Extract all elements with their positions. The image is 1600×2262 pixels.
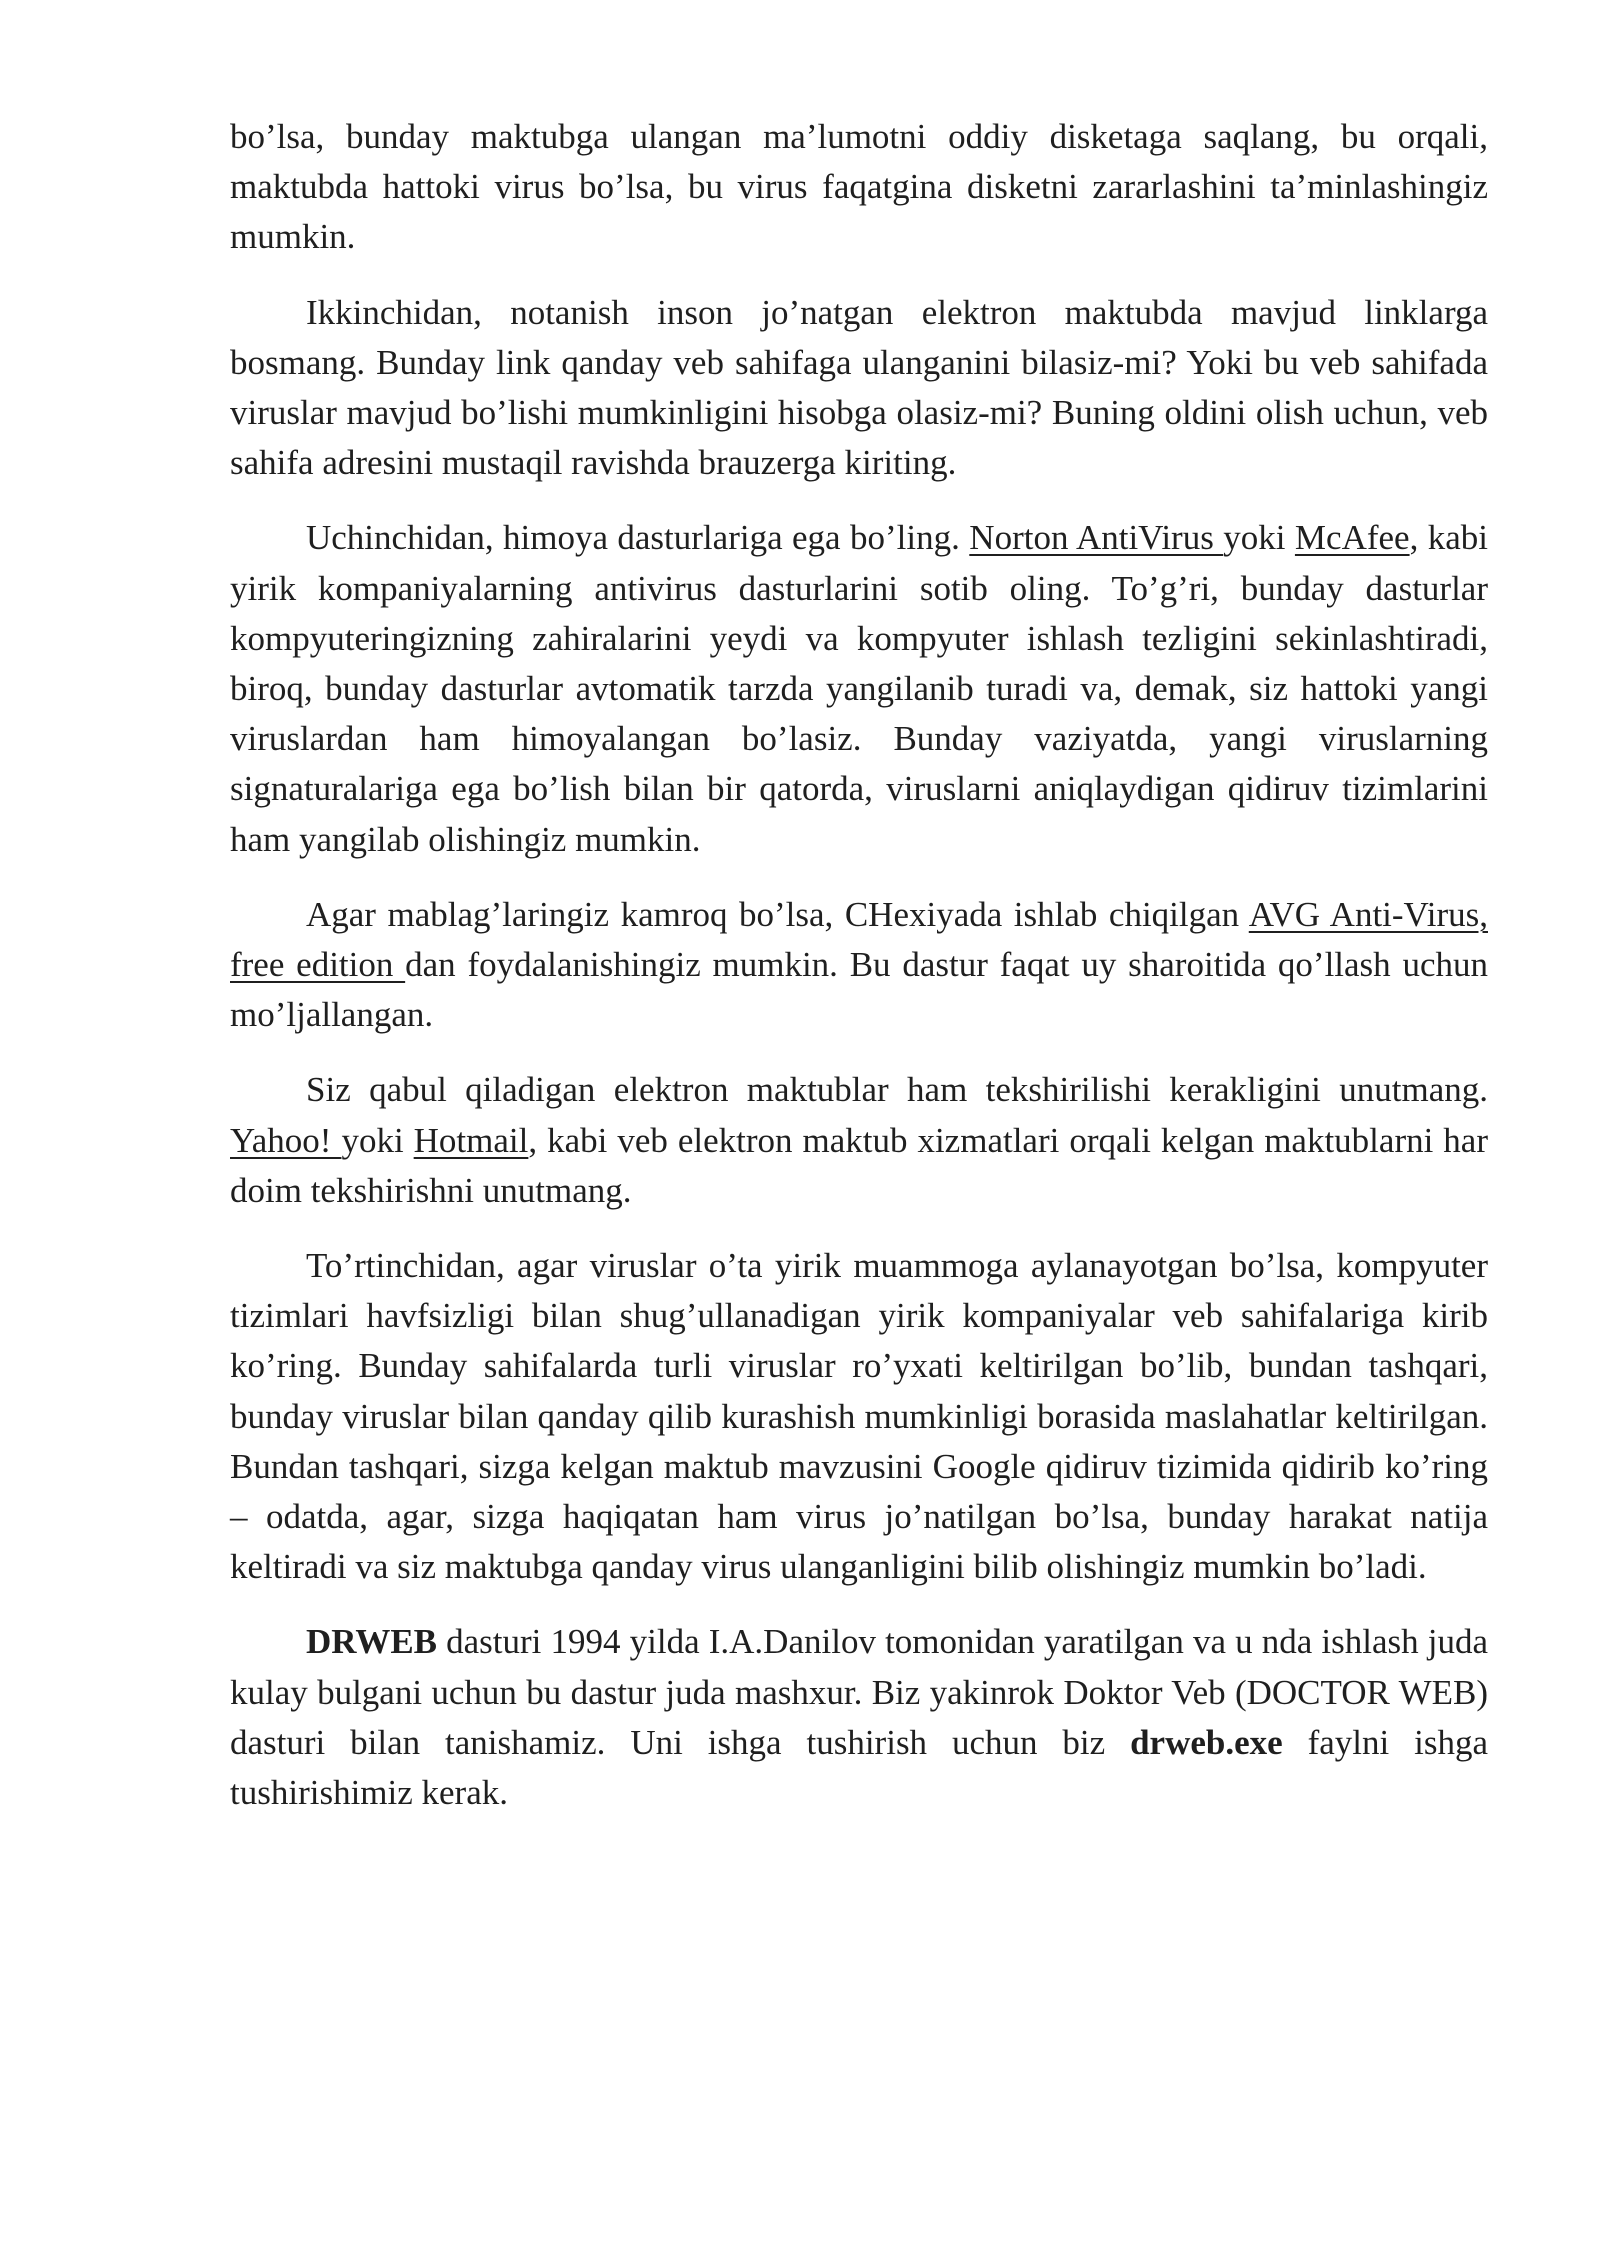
paragraph-links-warning <box>230 288 1488 489</box>
drweb-title: DRWEB <box>306 1622 438 1662</box>
paragraph-text: bo’lsa, bunday maktubga ulangan ma’lumotni oddiy disketaga saqlang, bu orqali, maktubda hattoki virus bo’lsa, bu virus faqatgina disketni zararlashini ta’minlashingiz mumkin. <box>230 117 1488 257</box>
paragraph-text: dasturi 1994 yilda I.A.Danilov tomonidan yaratilgan va u nda ishlash juda kulay bulgani uchun bu dastur juda mashxur. Biz yakinrok Doktor Veb (DOCTOR WEB) dasturi bilan tanishamiz. Uni ishga tushirish uchun biz <box>230 1622 1488 1762</box>
drweb-exe-filename: drweb.exe <box>1130 1722 1283 1762</box>
paragraph-antivirus-software <box>230 513 1488 864</box>
paragraph-text: yoki <box>1223 518 1295 558</box>
paragraph-text: Uchinchidan, himoya dasturlariga ega bo’ling. <box>306 518 970 558</box>
paragraph-text: To’rtinchidan, agar viruslar o’ta yirik muammoga aylanayotgan bo’lsa, kompyuter tizimlari havfsizligi bilan shug’ullanadigan yirik kompaniyalar veb sahifalariga kirib ko’ring. Bunday sahifalarda turli viruslar ro’yxati keltirilgan bo’lib, bundan tashqari, bunday viruslar bilan qanday qilib kurashish mumkinligi borasida maslahatlar keltirilgan. Bundan tashqari, sizga kelgan maktub mavzusini Google qidiruv tizimida qidirib ko’ring – odatda, agar, sizga haqiqatan ham virus jo’natilgan bo’lsa, bunday harakat natija keltiradi va siz maktubga qanday virus ulanganligini bilib olishingiz mumkin bo’ladi. <box>230 1246 1488 1587</box>
yahoo-link[interactable]: Yahoo! <box>230 1120 342 1160</box>
paragraph-text: dan foydalanishingiz mumkin. Bu dastur faqat uy sharoitida qo’llash uchun mo’ljallangan. <box>230 945 1488 1035</box>
document-body <box>230 112 1488 1843</box>
norton-antivirus-link[interactable]: Norton AntiVirus <box>969 518 1224 558</box>
paragraph-text: Ikkinchidan, notanish inson jo’natgan elektron maktubda mavjud linklarga bosmang. Bunday link qanday veb sahifaga ulanganini bilasiz-mi? Yoki bu veb sahifada viruslar mavjud bo’lishi mumkinligini hisobga olasiz-mi? Buning oldini olish uchun, veb sahifa adresini mustaqil ravishda brauzerga kiriting. <box>230 292 1488 483</box>
paragraph-text: , kabi veb elektron maktub xizmatlari orqali kelgan maktublarni har doim tekshirishni unutmang. <box>230 1120 1488 1210</box>
avg-antivirus-link[interactable]: AVG Anti-Virus, free edition <box>230 894 1488 985</box>
paragraph-text: , kabi yirik kompaniyalarning antivirus dasturlarini sotib oling. To’g’ri, bunday dasturlar kompyuteringizning zahiralarini yeydi va kompyuter ishlash tezligini sekinlashtiradi, biroq, bunday dasturlar avtomatik tarzda yangilanib turadi va, demak, siz hattoki yangi viruslardan ham himoyalangan bo’lasiz. Bunday vaziyatda, yangi viruslarning signaturalariga ega bo’lish bilan bir qatorda, viruslarni aniqlaydigan qidiruv tizimlarini ham yangilab olishingiz mumkin. <box>230 518 1489 859</box>
paragraph-drweb <box>230 1617 1488 1818</box>
hotmail-link[interactable]: Hotmail <box>413 1120 529 1160</box>
paragraph-text: Siz qabul qiladigan elektron maktublar ham tekshirilishi kerakligini unutmang. <box>306 1070 1488 1110</box>
paragraph-continuation <box>230 112 1488 263</box>
paragraph-email-check <box>230 1065 1488 1216</box>
paragraph-text: yoki <box>341 1120 414 1160</box>
paragraph-text: faylni ishga tushirishimiz kerak. <box>230 1722 1488 1813</box>
paragraph-text: Agar mablag’laringiz kamroq bo’lsa, CHexiyada ishlab chiqilgan <box>306 894 1249 934</box>
paragraph-avg <box>230 890 1488 1041</box>
paragraph-security-companies <box>230 1241 1488 1592</box>
mcafee-link[interactable]: McAfee <box>1294 518 1410 558</box>
